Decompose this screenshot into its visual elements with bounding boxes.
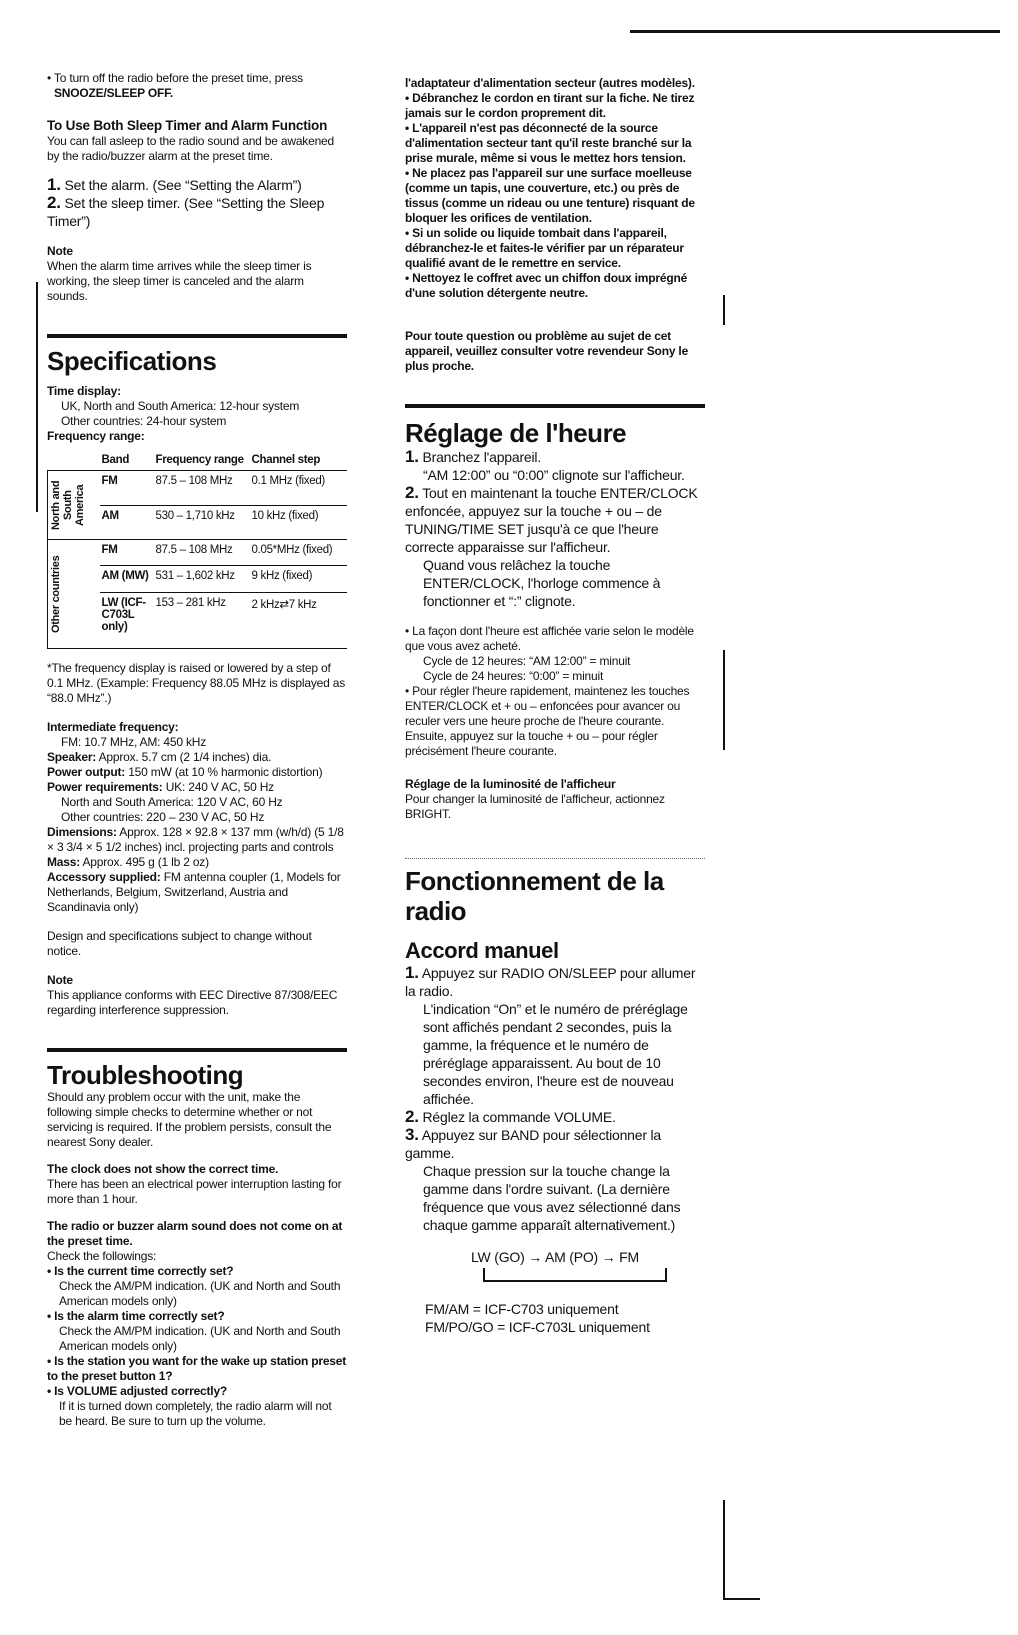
radio-title: Fonctionnement de la radio: [405, 866, 664, 926]
if-value: FM: 10.7 MHz, AM: 450 kHz: [61, 735, 207, 749]
list-item: • Ne placez pas l'appareil sur une surface moelleuse (comme un tapis, une couverture, etc.) ou près de tissus (comme un rideau ou une tenture) risquant de bloquer les orifices de ventilation.: [405, 166, 695, 225]
left-step-1-text: Set the alarm. (See “Setting the Alarm”): [64, 177, 302, 193]
luminosity-body: Pour changer la luminosité de l'afficheur, actionnez BRIGHT.: [405, 792, 665, 821]
group-label-other-cell: [48, 540, 100, 649]
band-cycle-loop: [483, 1268, 667, 1282]
r-step-2-sub: Quand vous relâchez la touche ENTER/CLOCK, l'horloge commence à fonctionner et “:” clignote.: [423, 557, 661, 609]
sleep-alarm-title: To Use Both Sleep Timer and Alarm Function: [47, 118, 328, 133]
a-step-2: 2. Réglez la commande VOLUME.: [405, 1107, 616, 1126]
note-1-body: When the alarm time arrives while the sleep timer is working, the sleep timer is canceled and the alarm sounds.: [47, 259, 312, 303]
range-cell: 87.5 – 108 MHz: [154, 471, 250, 506]
power-out-value: 150 mW (at 10 % harmonic distortion): [128, 765, 323, 779]
check-list: [47, 1264, 347, 1429]
if-label: Intermediate frequency:: [47, 720, 179, 734]
step-cell: 10 kHz (fixed): [250, 505, 348, 540]
snooze-note-button: SNOOZE/SLEEP OFF.: [54, 86, 174, 100]
list-item: l'adaptateur d'alimentation secteur (autres modèles).: [405, 76, 695, 90]
alarm-problem-title: The radio or buzzer alarm sound does not come on at the preset time.: [47, 1219, 343, 1248]
power-req-1: UK: 240 V AC, 50 Hz: [165, 780, 274, 794]
freq-range-label: Frequency range:: [47, 429, 145, 443]
clock-problem-title: The clock does not show the correct time.: [47, 1162, 279, 1176]
frequency-table: [47, 450, 347, 649]
right-margin-bar-2: [723, 650, 725, 750]
trouble-title: Troubleshooting: [47, 1060, 244, 1090]
step-cell: 2 kHz⇄7 kHz: [250, 592, 348, 648]
luminosity-title: Réglage de la luminosité de l'afficheur: [405, 777, 616, 791]
group-label-other: Other countries: [50, 555, 62, 633]
time-display: [47, 384, 347, 444]
list-item: • Is the current time correctly set?: [47, 1264, 234, 1278]
left-step-1: 1. Set the alarm. (See “Setting the Alarm”): [47, 175, 302, 194]
accord-title: Accord manuel: [405, 938, 559, 963]
list-item: • Is the alarm time correctly set?: [47, 1309, 225, 1323]
left-step-2: 2. Set the sleep timer. (See “Setting the Sleep Timer”): [47, 193, 325, 229]
reglage-rule: [405, 404, 705, 408]
band-cycle-diagram: [405, 1248, 705, 1288]
trouble-rule: [47, 1048, 347, 1052]
list-item: • Débranchez le cordon en tirant sur la fiche. Ne tirez jamais sur le cordon proprement dit.: [405, 91, 695, 120]
r-step-1-sub: “AM 12:00” ou “0:00” clignote sur l'afficheur.: [423, 467, 685, 483]
speaker-value: Approx. 5.7 cm (2 1/4 inches) dia.: [98, 750, 272, 764]
band-cell: LW (ICF-C703L only): [100, 592, 154, 648]
a-step-3-sub: Chaque pression sur la touche change la gamme dans l'ordre suivant. (La dernière fréquence que vous avez sélectionné dans chaque gamme apparaît alternativement.): [423, 1163, 681, 1233]
spec-rule: [47, 334, 347, 338]
design-note: Design and specifications subject to change without notice.: [47, 929, 312, 958]
list-item-answer: Check the AM/PM indication. (UK and North and South American models only): [59, 1324, 341, 1353]
time-display-1: UK, North and South America: 12-hour system: [61, 399, 300, 413]
mass-value: Approx. 495 g (1 lb 2 oz): [82, 855, 209, 869]
fr-safety-list: [405, 76, 705, 301]
list-item: • La façon dont l'heure est affichée varie selon le modèle que vous avez acheté.: [405, 624, 694, 653]
accessory-value: FM antenna coupler (1, Models for Netherlands, Belgium, Switzerland, Austria and Scandinavia only): [47, 870, 341, 914]
time-display-2: Other countries: 24-hour system: [61, 414, 227, 428]
list-item: • Nettoyez le coffret avec un chiffon doux imprégné d'une solution détergente neutre.: [405, 271, 688, 300]
a-step-2-text: Réglez la commande VOLUME.: [422, 1109, 616, 1125]
range-cell: 531 – 1,602 kHz: [154, 566, 250, 592]
note-1-title: Note: [47, 244, 73, 258]
dim-value: Approx. 128 × 92.8 × 137 mm (w/h/d) (5 1/8 × 3 3/4 × 5 1/2 inches) incl. projecting parts and controls: [47, 825, 344, 854]
table-row: [48, 540, 348, 566]
band-cycle: LW (GO) → AM (PO) → FM: [471, 1249, 639, 1265]
group-label-na-cell: [48, 471, 100, 540]
time-display-label: Time display:: [47, 384, 121, 398]
cycle-24: Cycle de 24 heures: “0:00” = minuit: [423, 669, 604, 683]
alarm-check-label: Check the followings:: [47, 1249, 157, 1263]
list-item: • Is the station you want for the wake up station preset to the preset button 1?: [47, 1354, 347, 1383]
r-step-2-text: Tout en maintenant la touche ENTER/CLOCK enfoncée, appuyez sur la touche + ou – de TUNING/TIME SET jusqu'à ce que l'heure correcte apparaisse sur l'afficheur.: [405, 485, 698, 555]
power-req-label: Power requirements:: [47, 780, 163, 794]
power-out-label: Power output:: [47, 765, 126, 779]
sleep-alarm-body: You can fall asleep to the radio sound and be awakened by the radio/buzzer alarm at the preset time.: [47, 134, 334, 163]
clock-problem-body: There has been an electrical power interruption lasting for more than 1 hour.: [47, 1177, 342, 1206]
mass-label: Mass:: [47, 855, 81, 869]
note-2-title: Note: [47, 973, 73, 987]
a-step-1-sub: L'indication “On” et le numéro de préréglage sont affichés pendant 2 secondes, puis la gamme, la fréquence et le numéro de préréglage apparaissent. Au bout de 10 secondes environ, l'heure est de nouveau affichée.: [423, 1001, 688, 1107]
dealer-note: Pour toute question ou problème au sujet de cet appareil, veuillez consulter votre revendeur Sony le plus proche.: [405, 329, 689, 373]
band-cell: FM: [100, 471, 154, 506]
list-item: • Si un solide ou liquide tombait dans l'appareil, débranchez-le et faites-le vérifier par un réparateur qualifié avant de le remettre en service.: [405, 226, 684, 270]
a-step-1: 1. Appuyez sur RADIO ON/SLEEP pour allumer la radio.: [405, 963, 696, 999]
step-cell: 0.05*MHz (fixed): [250, 540, 348, 566]
a-step-3: 3. Appuyez sur BAND pour sélectionner la gamme.: [405, 1125, 661, 1161]
list-item-answer: Check the AM/PM indication. (UK and North and South American models only): [59, 1279, 341, 1308]
band-cell: FM: [100, 540, 154, 566]
table-header-step: Channel step: [250, 450, 348, 471]
fm-am-note: FM/AM = ICF-C703 uniquement: [425, 1301, 619, 1317]
snooze-note-line: • To turn off the radio before the preset time, press: [47, 71, 303, 85]
table-corner: [48, 450, 100, 471]
power-req-3: Other countries: 220 – 230 V AC, 50 Hz: [61, 810, 265, 824]
table-row: [48, 471, 348, 506]
table-header-range: Frequency range: [154, 450, 250, 471]
note-2-body: This appliance conforms with EEC Directive 87/308/EEC regarding interference suppression.: [47, 988, 338, 1017]
r-step-1-text: Branchez l'appareil.: [422, 449, 542, 465]
range-cell: 87.5 – 108 MHz: [154, 540, 250, 566]
group-label-na: North and South America: [50, 480, 86, 530]
left-margin-bar: [36, 282, 38, 512]
band-cell: AM (MW): [100, 566, 154, 592]
step-cell: 0.1 MHz (fixed): [250, 471, 348, 506]
band-cell: AM: [100, 505, 154, 540]
spec-title: Specifications: [47, 346, 217, 376]
snooze-note: [47, 71, 347, 101]
step-cell: 9 kHz (fixed): [250, 566, 348, 592]
r-notes: [405, 624, 705, 759]
right-margin-bar-3: [723, 1500, 725, 1600]
list-item: • Pour régler l'heure rapidement, maintenez les touches ENTER/CLOCK et + ou – enfoncées pour avancer ou reculer vers une heure proche de l'heure courante. Ensuite, appuyez sur la touche + ou – pour régler précisément l'heure courante.: [405, 684, 690, 758]
fm-po-go-note: FM/PO/GO = ICF-C703L uniquement: [425, 1319, 650, 1335]
range-cell: 153 – 281 kHz: [154, 592, 250, 648]
spec-list: [47, 720, 347, 915]
left-step-2-text: Set the sleep timer. (See “Setting the Sleep Timer”): [47, 195, 325, 229]
dim-label: Dimensions:: [47, 825, 117, 839]
r-step-2: 2. Tout en maintenant la touche ENTER/CLOCK enfoncée, appuyez sur la touche + ou – de TUNING/TIME SET jusqu'à ce que l'heure correcte apparaisse sur l'afficheur.: [405, 483, 698, 555]
trouble-intro: Should any problem occur with the unit, make the following simple checks to determine whether or not servicing is required. If the problem persists, consult the nearest Sony dealer.: [47, 1090, 332, 1149]
r-step-1: 1. Branchez l'appareil.: [405, 447, 542, 466]
radio-rule: [405, 858, 705, 862]
right-margin-bar-1: [723, 295, 725, 325]
right-column: [405, 0, 705, 1336]
freq-footnote: *The frequency display is raised or lowered by a step of 0.1 MHz. (Example: Frequency 88.05 MHz is displayed as “88.0 MHz”.): [47, 661, 345, 705]
table-header-band: Band: [100, 450, 154, 471]
accessory-label: Accessory supplied:: [47, 870, 161, 884]
list-item-answer: If it is turned down completely, the radio alarm will not be heard. Be sure to turn up the volume.: [59, 1399, 332, 1428]
reglage-title: Réglage de l'heure: [405, 418, 627, 448]
power-req-2: North and South America: 120 V AC, 60 Hz: [61, 795, 283, 809]
list-item: • L'appareil n'est pas déconnecté de la source d'alimentation secteur tant qu'il reste branché sur la prise murale, même si vous le mettez hors tension.: [405, 121, 692, 165]
speaker-label: Speaker:: [47, 750, 97, 764]
table-header-row: [48, 450, 348, 471]
a-step-1-text: Appuyez sur RADIO ON/SLEEP pour allumer la radio.: [405, 965, 696, 999]
bottom-right-rule: [725, 1598, 760, 1600]
cycle-12: Cycle de 12 heures: “AM 12:00” = minuit: [423, 654, 631, 668]
list-item: • Is VOLUME adjusted correctly?: [47, 1384, 228, 1398]
range-cell: 530 – 1,710 kHz: [154, 505, 250, 540]
left-column: [47, 0, 347, 1429]
a-step-3-text: Appuyez sur BAND pour sélectionner la gamme.: [405, 1127, 661, 1161]
